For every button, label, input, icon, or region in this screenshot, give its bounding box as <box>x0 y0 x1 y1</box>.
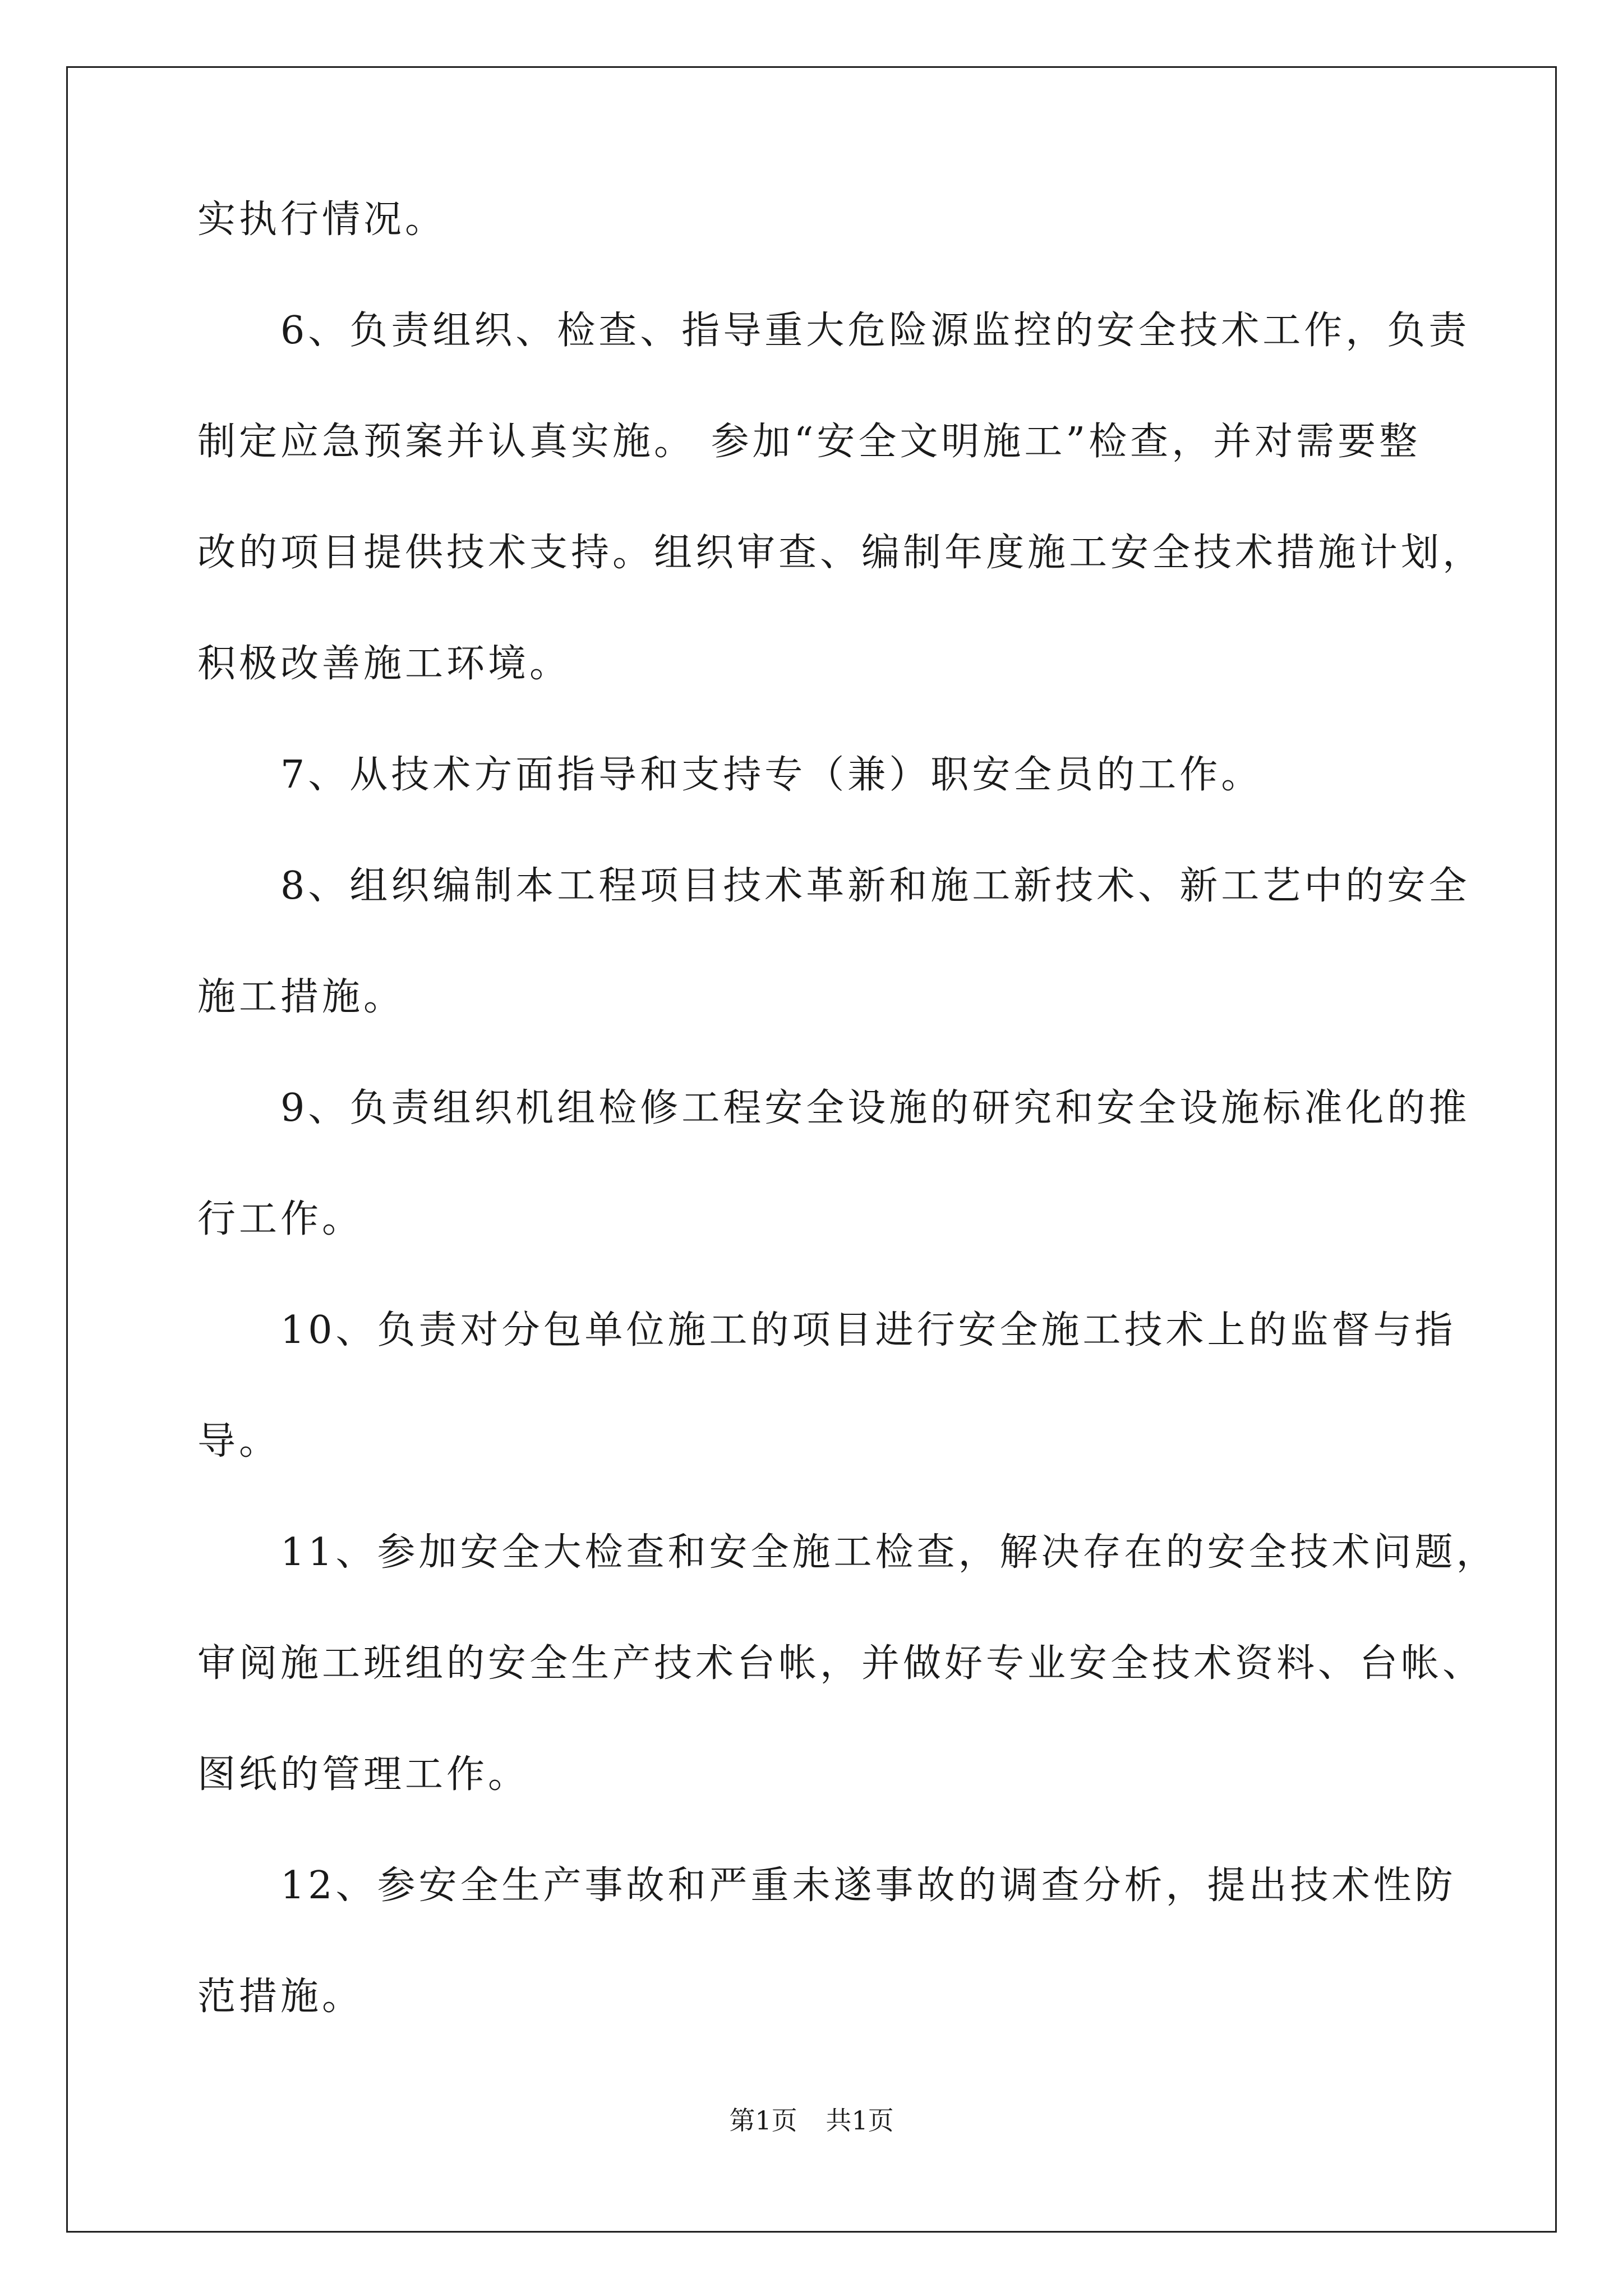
text-line: 积极改善施工环境。 <box>197 642 571 686</box>
page-total: 共1页 <box>826 2105 894 2136</box>
text-line: 制定应急预案并认真实施。 参加“安全文明施工”检查，并对需要整 <box>197 420 1421 464</box>
text-line: 施工措施。 <box>197 975 405 1019</box>
text-line: 10、负责对分包单位施工的项目进行安全施工技术上的监督与指 <box>280 1308 1456 1352</box>
text-line: 审阅施工班组的安全生产技术台帐，并做好专业安全技术资料、台帐、 <box>197 1641 1484 1686</box>
text-line: 行工作。 <box>197 1197 364 1241</box>
page-number: 第1页 <box>729 2105 797 2136</box>
text-line: 导。 <box>197 1419 281 1464</box>
text-line: 范措施。 <box>197 1975 364 2019</box>
text-line: 9、负责组织机组检修工程安全设施的研究和安全设施标准化的推 <box>280 1086 1470 1130</box>
text-line: 实执行情况。 <box>197 197 447 242</box>
text-line: 图纸的管理工作。 <box>197 1752 530 1797</box>
page-footer <box>0 2105 1623 2136</box>
text-line: 11、参加安全大检查和安全施工检查，解决存在的安全技术问题， <box>280 1530 1498 1575</box>
text-line: 7、从技术方面指导和支持专（兼）职安全员的工作。 <box>280 753 1263 797</box>
text-line: 8、组织编制本工程项目技术革新和施工新技术、新工艺中的安全 <box>280 864 1470 908</box>
text-line: 6、负责组织、检查、指导重大危险源监控的安全技术工作，负责 <box>280 309 1470 353</box>
text-line: 12、参安全生产事故和严重未遂事故的调查分析，提出技术性防 <box>280 1864 1456 1908</box>
text-line: 改的项目提供技术支持。组织审查、编制年度施工安全技术措施计划， <box>197 531 1484 575</box>
